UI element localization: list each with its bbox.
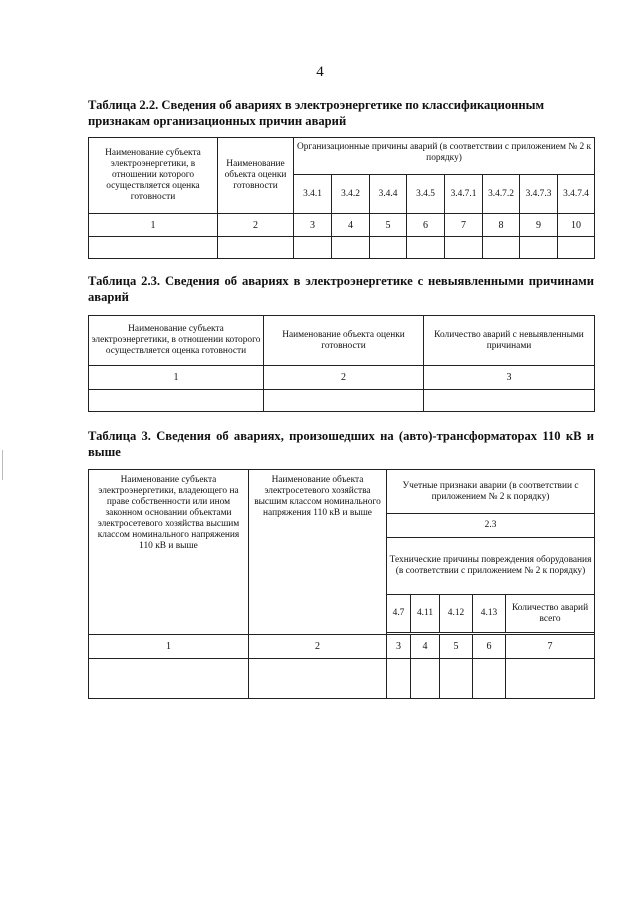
t22-num: 4 bbox=[332, 214, 370, 237]
t22-head-group: Организационные причины аварий (в соответствии с приложением № 2 к порядку) bbox=[294, 138, 595, 175]
t3-head-tech: Технические причины повреждения оборудования (в соответствии с приложением № 2 к порядку) bbox=[387, 538, 595, 595]
t22-code: 3.4.5 bbox=[407, 175, 445, 214]
t23-head-object: Наименование объекта оценки готовности bbox=[264, 316, 424, 366]
t23-empty-row bbox=[89, 390, 595, 412]
t22-code: 3.4.7.4 bbox=[558, 175, 595, 214]
scan-edge-mark bbox=[2, 450, 3, 480]
t3-head-subject: Наименование субъекта электроэнергетики, владеющего на праве собственности или ином законном основании объектами электросетевого хозяйства высшим классом номинального напряжения 110 кВ и выше bbox=[89, 470, 249, 635]
t22-num: 3 bbox=[294, 214, 332, 237]
t3-empty-row bbox=[89, 659, 595, 699]
t22-num: 9 bbox=[520, 214, 558, 237]
table-3 bbox=[88, 469, 595, 699]
t3-num: 6 bbox=[473, 635, 506, 659]
t23-num: 2 bbox=[264, 366, 424, 390]
t3-head-total: Количество аварий всего bbox=[506, 595, 595, 633]
table-2-2-title: Таблица 2.2. Сведения об авариях в электроэнергетике по классификационным признакам организационных причин аварий bbox=[88, 98, 545, 128]
t22-num: 8 bbox=[483, 214, 520, 237]
page-number: 4 bbox=[316, 64, 324, 80]
t22-code: 3.4.7.1 bbox=[445, 175, 483, 214]
t3-code: 4.12 bbox=[440, 595, 473, 633]
t3-head-signs: Учетные признаки аварии (в соответствии с приложением № 2 к порядку) bbox=[387, 470, 595, 514]
t3-code: 4.7 bbox=[387, 595, 411, 633]
t22-num: 7 bbox=[445, 214, 483, 237]
t23-num: 1 bbox=[89, 366, 264, 390]
t22-code: 3.4.7.2 bbox=[483, 175, 520, 214]
table-2-3-title: Таблица 2.3. Сведения об авариях в электроэнергетике с невыявленными причинами аварий bbox=[88, 274, 594, 304]
t22-num: 6 bbox=[407, 214, 445, 237]
t3-num: 3 bbox=[387, 635, 411, 659]
t22-num: 2 bbox=[218, 214, 294, 237]
t3-num: 7 bbox=[506, 635, 595, 659]
t23-head-count: Количество аварий с невыявленными причинами bbox=[424, 316, 595, 366]
t3-num: 2 bbox=[249, 635, 387, 659]
t22-head-object: Наименование объекта оценки готовности bbox=[218, 138, 294, 214]
t22-num: 10 bbox=[558, 214, 595, 237]
t3-num: 5 bbox=[440, 635, 473, 659]
t3-code: 4.11 bbox=[411, 595, 440, 633]
t3-num: 4 bbox=[411, 635, 440, 659]
t22-empty-row bbox=[89, 237, 595, 259]
t22-code: 3.4.7.3 bbox=[520, 175, 558, 214]
t23-num: 3 bbox=[424, 366, 595, 390]
t22-code: 3.4.1 bbox=[294, 175, 332, 214]
t22-code: 3.4.4 bbox=[370, 175, 407, 214]
t3-head-object: Наименование объекта электросетевого хозяйства высшим классом номинального напряжения 110 кВ и выше bbox=[249, 470, 387, 635]
t3-head-code: 2.3 bbox=[387, 514, 595, 538]
t22-head-subject: Наименование субъекта электроэнергетики, в отношении которого осуществляется оценка готовности bbox=[89, 138, 218, 214]
t22-num: 5 bbox=[370, 214, 407, 237]
table-3-title: Таблица 3. Сведения об авариях, произошедших на (авто)-трансформаторах 110 кВ и выше bbox=[88, 429, 594, 459]
table-2-2 bbox=[88, 137, 595, 259]
t22-num: 1 bbox=[89, 214, 218, 237]
t3-num: 1 bbox=[89, 635, 249, 659]
t23-head-subject: Наименование субъекта электроэнергетики, в отношении которого осуществляется оценка готовности bbox=[89, 316, 264, 366]
table-2-3 bbox=[88, 315, 595, 412]
t3-code: 4.13 bbox=[473, 595, 506, 633]
t22-code: 3.4.2 bbox=[332, 175, 370, 214]
